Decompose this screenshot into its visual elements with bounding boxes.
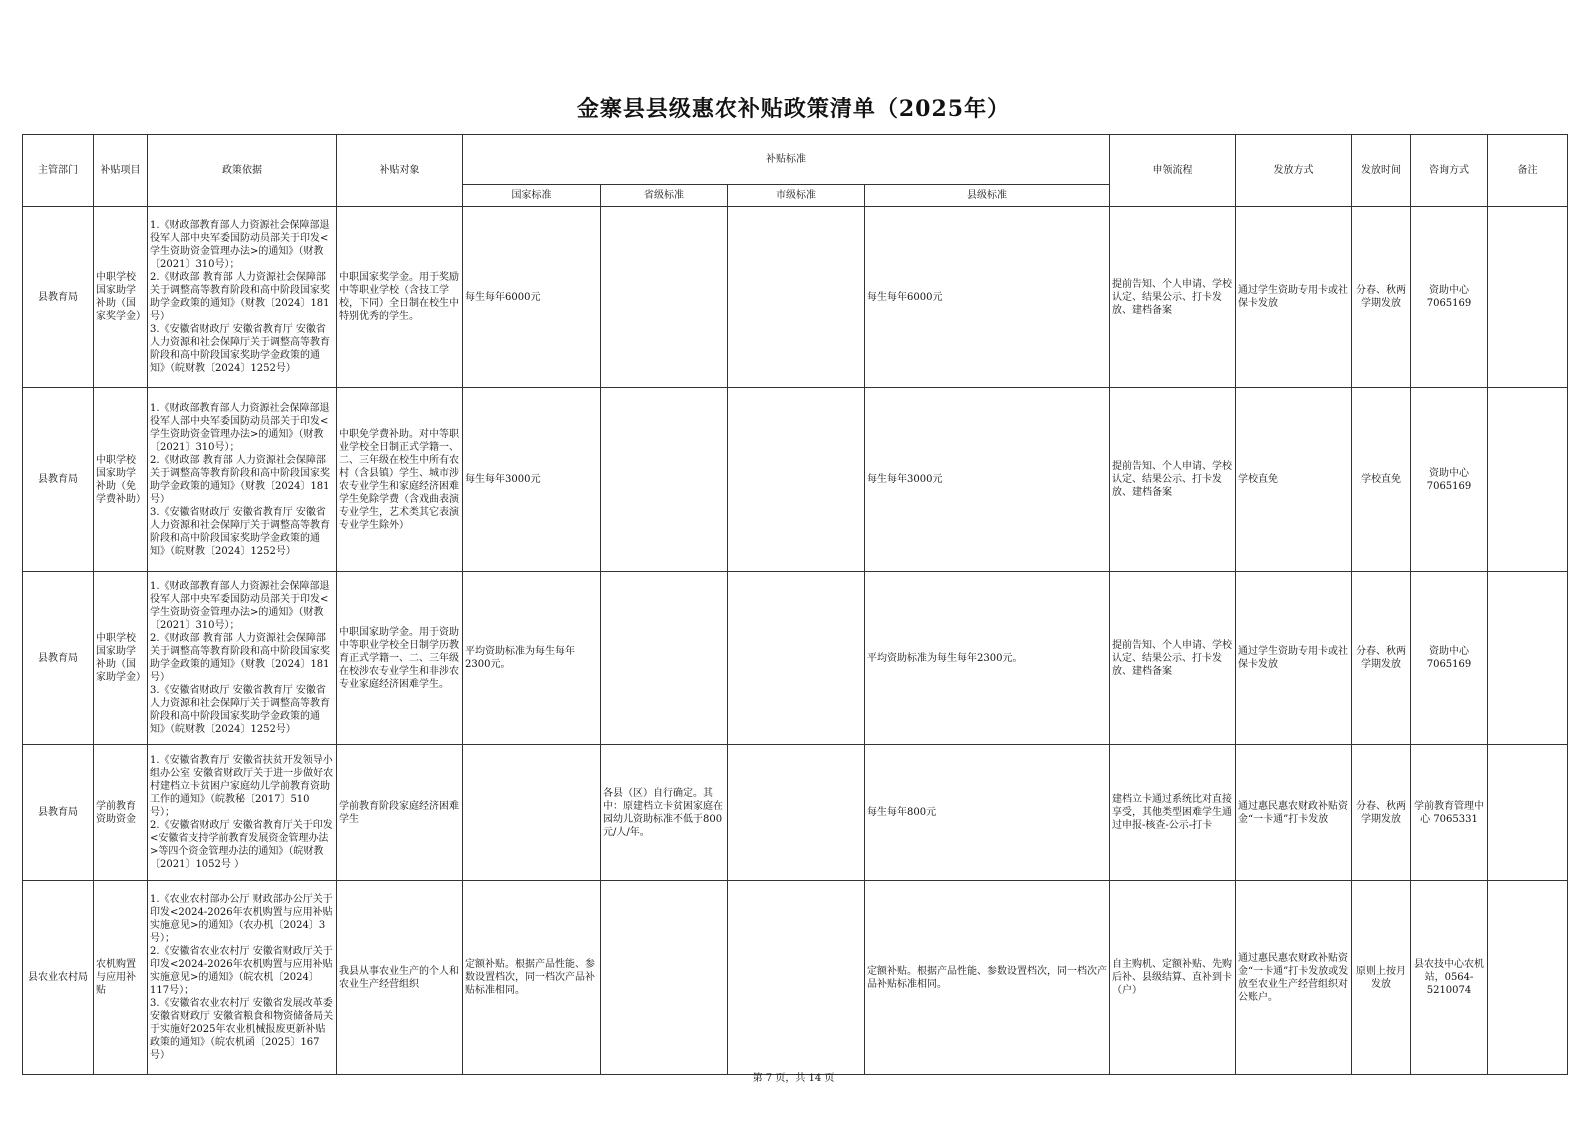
header-provincial: 省级标准 bbox=[601, 185, 728, 207]
cell-contact: 县农技中心农机站，0564-5210074 bbox=[1411, 881, 1488, 1075]
header-row bbox=[23, 135, 1568, 185]
header-contact: 咨询方式 bbox=[1411, 135, 1488, 207]
cell-municipal bbox=[728, 745, 865, 881]
cell-process: 提前告知、个人申请、学校认定、结果公示、打卡发放、建档备案 bbox=[1110, 388, 1236, 572]
header-county: 县级标准 bbox=[865, 185, 1110, 207]
cell-contact: 资助中心7065169 bbox=[1411, 388, 1488, 572]
header-national: 国家标准 bbox=[463, 185, 601, 207]
policy-table bbox=[22, 134, 1568, 1075]
cell-remark bbox=[1488, 207, 1568, 388]
cell-process: 提前告知、个人申请、学校认定、结果公示、打卡发放、建档备案 bbox=[1110, 572, 1236, 745]
header-item: 补贴项目 bbox=[94, 135, 148, 207]
cell-contact: 资助中心7065169 bbox=[1411, 572, 1488, 745]
cell-municipal bbox=[728, 388, 865, 572]
cell-municipal bbox=[728, 881, 865, 1075]
cell-dept: 县教育局 bbox=[23, 572, 94, 745]
cell-basis: 1.《财政部教育部人力资源社会保障部退役军人部中央军委国防动员部关于印发<学生资助资金管理办法>的通知》（财教〔2021〕310号）； 2.《财政部 教育部 人力资源社会保障部关于调整高等教育阶段和高中阶段国家奖助学金政策的通知》（财教〔2024〕181号） 3.《安徽省财政厅 安徽省教育厅 安徽省人力资源和社会保障厅关于调整高等教育阶段和高中阶段国家奖助学金政策的通知》（皖财教〔2024〕1252号） bbox=[148, 207, 337, 388]
header-target: 补贴对象 bbox=[337, 135, 463, 207]
cell-method: 学校直免 bbox=[1236, 388, 1352, 572]
header-basis: 政策依据 bbox=[148, 135, 337, 207]
cell-provincial: 各县（区）自行确定。其中：原建档立卡贫困家庭在园幼儿资助标准不低于800元/人/年。 bbox=[601, 745, 728, 881]
header-remark: 备注 bbox=[1488, 135, 1568, 207]
cell-item: 中职学校国家助学补助（国家助学金） bbox=[94, 572, 148, 745]
table-row bbox=[23, 745, 1568, 881]
cell-county: 每生每年6000元 bbox=[865, 207, 1110, 388]
cell-time: 分春、秋两学期发放 bbox=[1352, 207, 1411, 388]
cell-time: 学校直免 bbox=[1352, 388, 1411, 572]
header-method: 发放方式 bbox=[1236, 135, 1352, 207]
header-municipal: 市级标准 bbox=[728, 185, 865, 207]
cell-basis: 1.《安徽省教育厅 安徽省扶贫开发领导小组办公室 安徽省财政厅关于进一步做好农村建档立卡贫困户家庭幼儿学前教育资助工作的通知》（皖教秘〔2017〕510号）； 2.《安徽省财政厅 安徽省教育厅关于印发<安徽省支持学前教育发展资金管理办法>等四个资金管理办法的通知》（皖财教〔2021〕1052号 ） bbox=[148, 745, 337, 881]
cell-basis: 1.《财政部教育部人力资源社会保障部退役军人部中央军委国防动员部关于印发<学生资助资金管理办法>的通知》（财教〔2021〕310号）； 2.《财政部 教育部 人力资源社会保障部关于调整高等教育阶段和高中阶段国家奖助学金政策的通知》（财教〔2024〕181号） 3.《安徽省财政厅 安徽省教育厅 安徽省人力资源和社会保障厅关于调整高等教育阶段和高中阶段国家奖助学金政策的通知》（皖财教〔2024〕1252号） bbox=[148, 572, 337, 745]
cell-method: 通过惠民惠农财政补贴资金“一卡通”打卡发放或发放至农业生产经营组织对公账户。 bbox=[1236, 881, 1352, 1075]
header-dept: 主管部门 bbox=[23, 135, 94, 207]
cell-municipal bbox=[728, 207, 865, 388]
cell-county: 每生每年800元 bbox=[865, 745, 1110, 881]
cell-county: 平均资助标准为每生每年2300元。 bbox=[865, 572, 1110, 745]
header-process: 申领流程 bbox=[1110, 135, 1236, 207]
cell-item: 中职学校国家助学补助（国家奖学金） bbox=[94, 207, 148, 388]
cell-target: 我县从事农业生产的个人和农业生产经营组织 bbox=[337, 881, 463, 1075]
cell-time: 分春、秋两学期发放 bbox=[1352, 745, 1411, 881]
cell-dept: 县教育局 bbox=[23, 745, 94, 881]
cell-time: 分春、秋两学期发放 bbox=[1352, 572, 1411, 745]
cell-basis: 1.《财政部教育部人力资源社会保障部退役军人部中央军委国防动员部关于印发<学生资助资金管理办法>的通知》（财教〔2021〕310号）； 2.《财政部 教育部 人力资源社会保障部关于调整高等教育阶段和高中阶段国家奖助学金政策的通知》（财教〔2024〕181号） 3.《安徽省财政厅 安徽省教育厅 安徽省人力资源和社会保障厅关于调整高等教育阶段和高中阶段国家奖助学金政策的通知》（皖财教〔2024〕1252号） bbox=[148, 388, 337, 572]
cell-method: 通过惠民惠农财政补贴资金“一卡通”打卡发放 bbox=[1236, 745, 1352, 881]
cell-contact: 学前教育管理中心 7065331 bbox=[1411, 745, 1488, 881]
cell-provincial bbox=[601, 388, 728, 572]
cell-national: 定额补贴。根据产品性能、参数设置档次，同一档次产品补贴标准相同。 bbox=[463, 881, 601, 1075]
cell-county: 定额补贴。根据产品性能、参数设置档次，同一档次产品补贴标准相同。 bbox=[865, 881, 1110, 1075]
header-time: 发放时间 bbox=[1352, 135, 1411, 207]
cell-provincial bbox=[601, 207, 728, 388]
cell-remark bbox=[1488, 881, 1568, 1075]
header-standard: 补贴标准 bbox=[463, 135, 1110, 185]
cell-target: 中职国家奖学金。用于奖励中等职业学校（含技工学校，下同）全日制在校生中特别优秀的学生。 bbox=[337, 207, 463, 388]
cell-dept: 县农业农村局 bbox=[23, 881, 94, 1075]
cell-provincial bbox=[601, 572, 728, 745]
cell-item: 农机购置与应用补贴 bbox=[94, 881, 148, 1075]
cell-county: 每生每年3000元 bbox=[865, 388, 1110, 572]
cell-remark bbox=[1488, 572, 1568, 745]
cell-municipal bbox=[728, 572, 865, 745]
cell-method: 通过学生资助专用卡或社保卡发放 bbox=[1236, 207, 1352, 388]
table-row bbox=[23, 388, 1568, 572]
cell-dept: 县教育局 bbox=[23, 207, 94, 388]
page-title: 金寨县县级惠农补贴政策清单（2025年） bbox=[576, 96, 1011, 122]
cell-process: 提前告知、个人申请、学校认定、结果公示、打卡发放、建档备案 bbox=[1110, 207, 1236, 388]
cell-target: 中职免学费补助。对中等职业学校全日制正式学籍一、二、三年级在校生中所有农村（含县镇）学生、城市涉农专业学生和家庭经济困难学生免除学费（含戏曲表演专业学生，艺术类其它表演专业学生除外） bbox=[337, 388, 463, 572]
cell-time: 原则上按月发放 bbox=[1352, 881, 1411, 1075]
cell-national: 每生每年3000元 bbox=[463, 388, 601, 572]
cell-national: 平均资助标准为每生每年2300元。 bbox=[463, 572, 601, 745]
table-row bbox=[23, 207, 1568, 388]
table-row bbox=[23, 572, 1568, 745]
cell-method: 通过学生资助专用卡或社保卡发放 bbox=[1236, 572, 1352, 745]
cell-target: 学前教育阶段家庭经济困难学生 bbox=[337, 745, 463, 881]
cell-basis: 1.《农业农村部办公厅 财政部办公厅关于印发<2024-2026年农机购置与应用补贴实施意见>的通知》（农办机〔2024〕3号）； 2.《安徽省农业农村厅 安徽省财政厅关于印发<2024-2026年农机购置与应用补贴实施意见>的通知》（皖农机〔2024〕117号）； 3.《安徽省农业农村厅 安徽省发展改革委 安徽省财政厅 安徽省粮食和物资储备局关于实施好2025年农业机械报废更新补贴政策的通知》（皖农机函〔2025〕167号） bbox=[148, 881, 337, 1075]
cell-national bbox=[463, 745, 601, 881]
cell-item: 中职学校国家助学补助（免学费补助） bbox=[94, 388, 148, 572]
cell-remark bbox=[1488, 388, 1568, 572]
cell-dept: 县教育局 bbox=[23, 388, 94, 572]
page-footer: 第 7 页，共 14 页 bbox=[752, 1073, 835, 1084]
cell-national: 每生每年6000元 bbox=[463, 207, 601, 388]
cell-contact: 资助中心7065169 bbox=[1411, 207, 1488, 388]
cell-process: 自主购机、定额补贴、先购后补、县级结算、直补到卡（户） bbox=[1110, 881, 1236, 1075]
cell-provincial bbox=[601, 881, 728, 1075]
cell-remark bbox=[1488, 745, 1568, 881]
cell-process: 建档立卡通过系统比对直接享受，其他类型困难学生通过申报-核查-公示-打卡 bbox=[1110, 745, 1236, 881]
cell-target: 中职国家助学金。用于资助中等职业学校全日制学历教育正式学籍一、二、三年级在校涉农专业学生和非涉农专业家庭经济困难学生。 bbox=[337, 572, 463, 745]
table-row bbox=[23, 881, 1568, 1075]
cell-item: 学前教育资助资金 bbox=[94, 745, 148, 881]
